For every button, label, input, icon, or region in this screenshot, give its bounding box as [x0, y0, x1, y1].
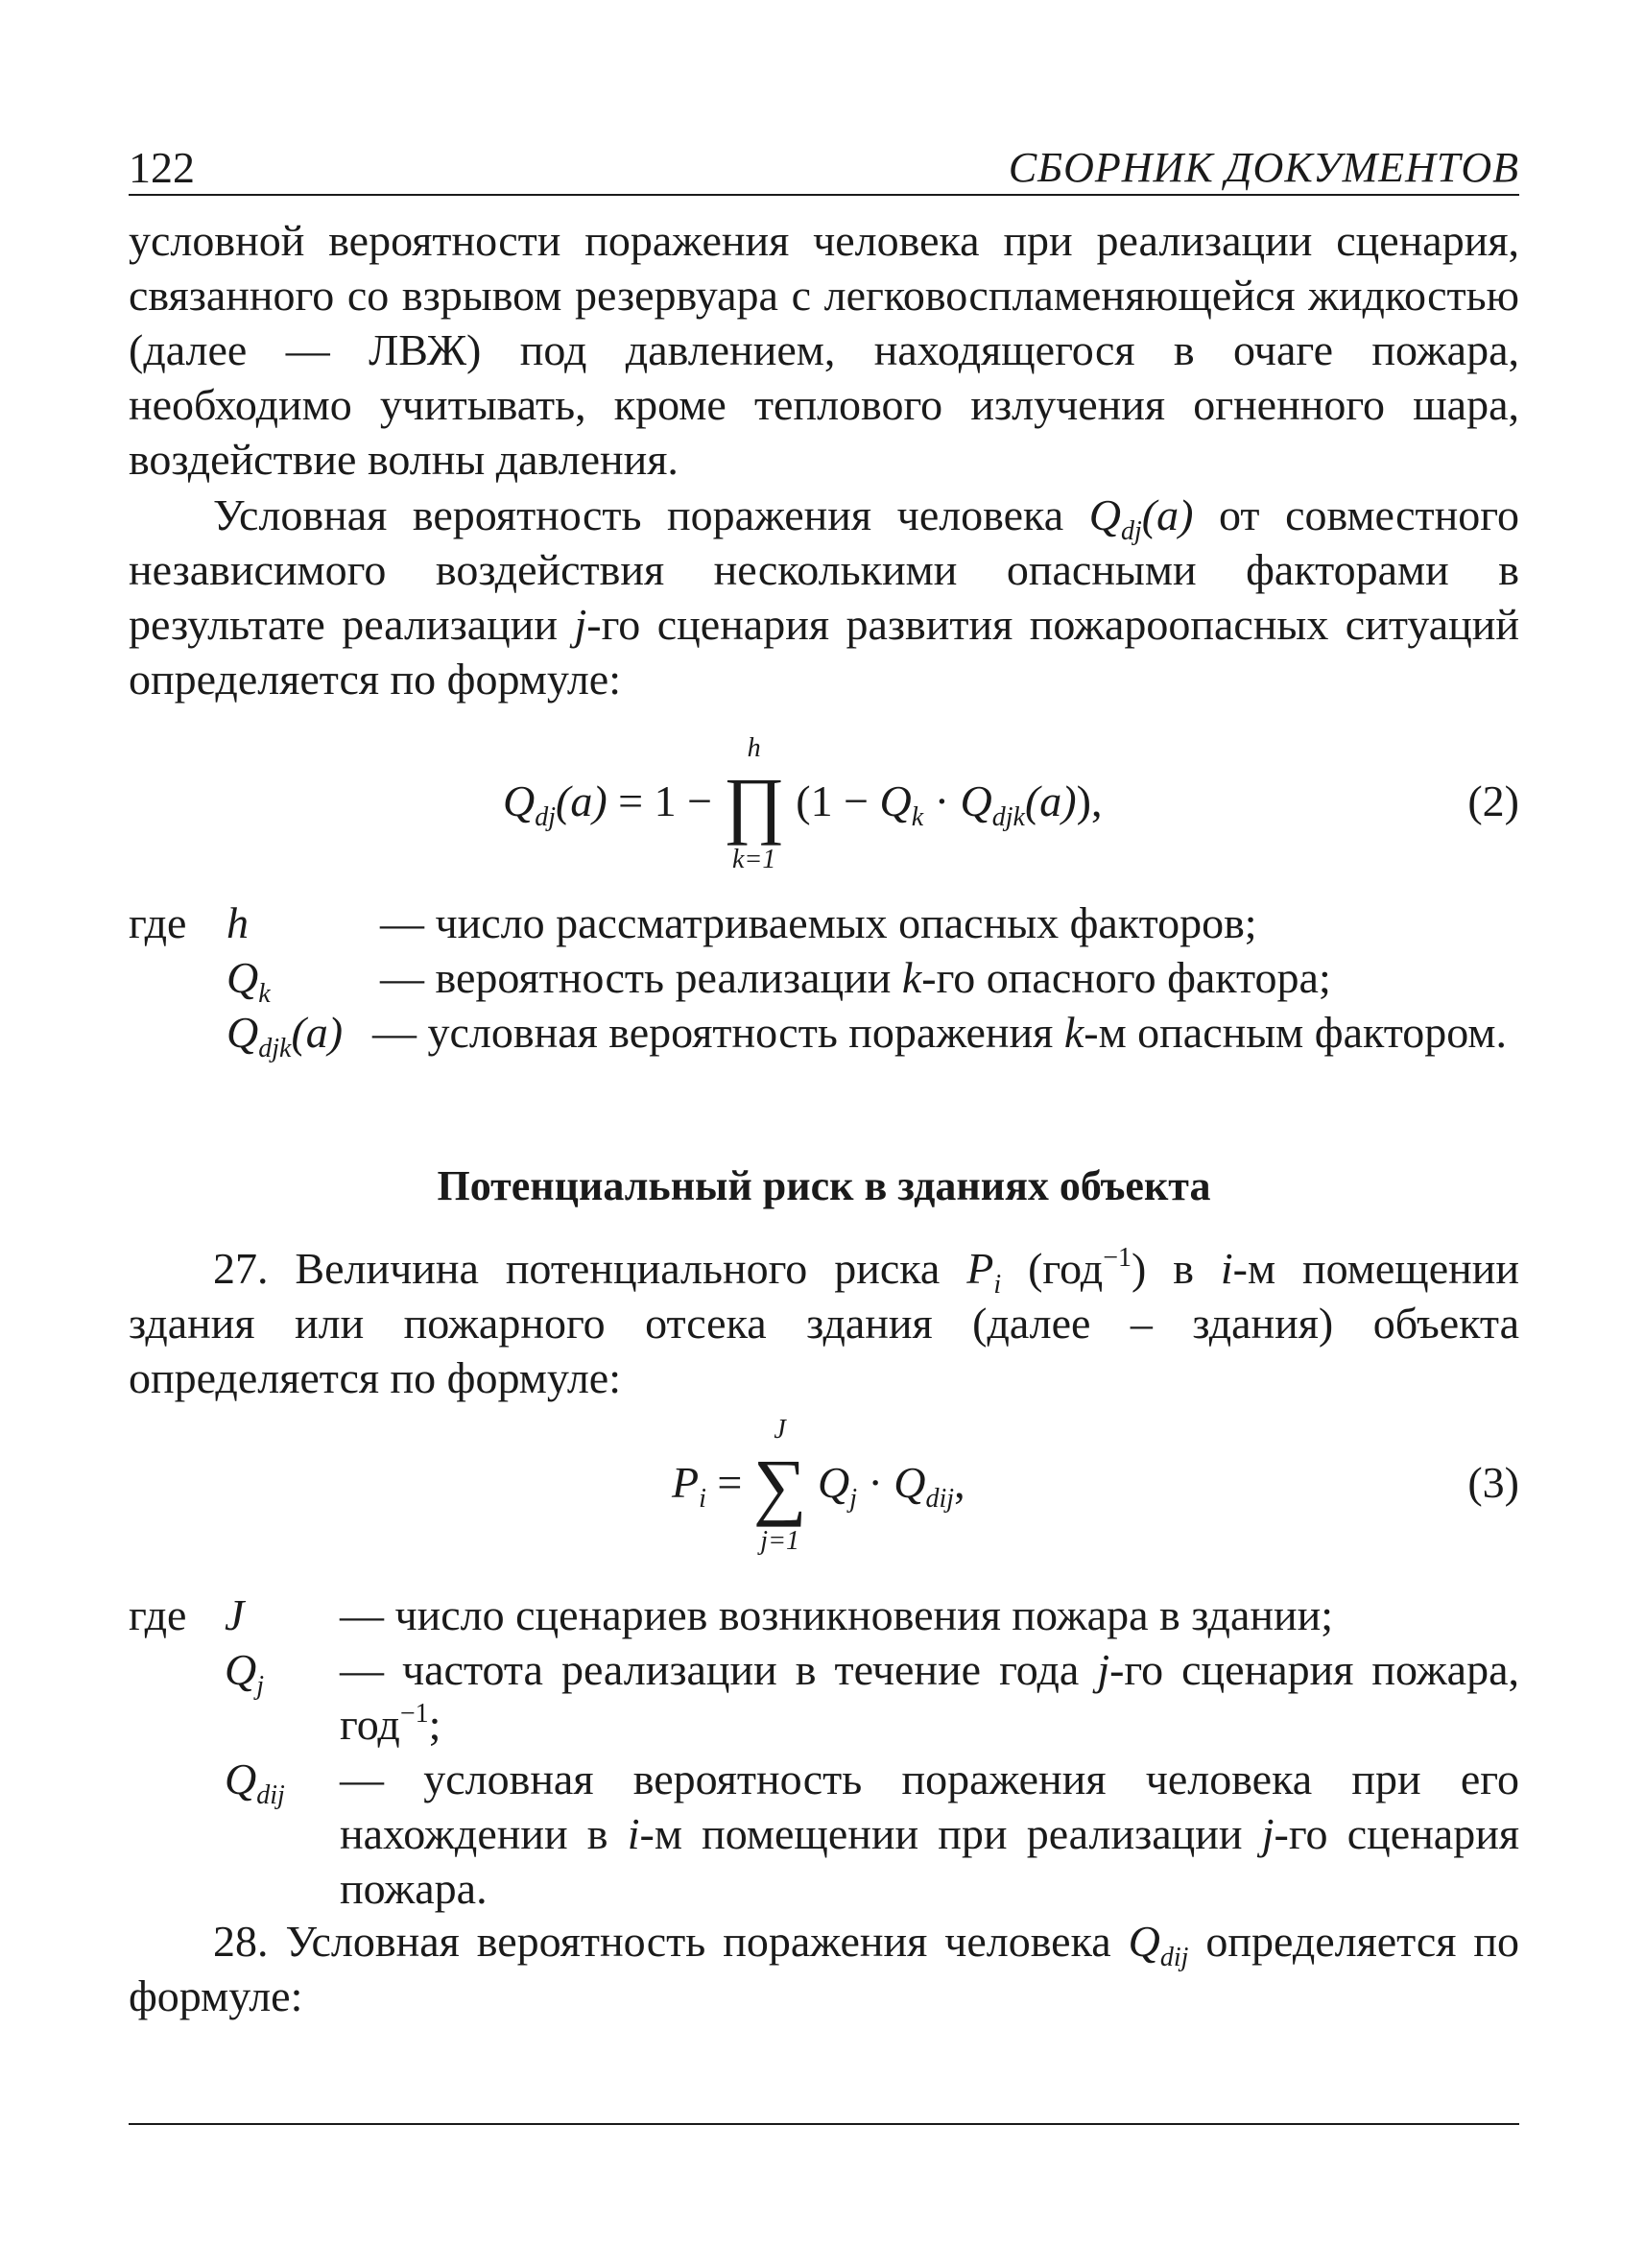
paragraph-conditional-probability: Условная вероятность поражения человека $Q_{dj}(a)$ от совместного независимого воздействия несколькими опасными факторами в результате реализации j-го сценария развития пожароопасных ситуаций определяется по формуле: [129, 490, 1519, 704]
running-header-title: СБОРНИК ДОКУМЕНТОВ [1008, 144, 1519, 191]
definitions-list-1 [129, 895, 1519, 1063]
section-heading: Потенциальный риск в зданиях объекта [437, 1162, 1211, 1209]
definition-row: где h — число рассматриваемых опасных факторов; [129, 898, 1257, 947]
definition-row: где J — число сценариев возникновения пожара в здании; [129, 1590, 1333, 1639]
formula-3 [129, 1415, 1519, 1574]
sum-operator: ∑ J j=1 [752, 1415, 807, 1556]
symbol-q: Q [1088, 490, 1121, 539]
definition-row: $Q_{dij}$ — условная вероятность поражения человека при его нахождении в i-м помещении при реализации j-го сценария пожара. [225, 1755, 1519, 1913]
equation-number-2: (2) [1467, 776, 1519, 825]
formula-2 [129, 733, 1519, 893]
formula-2-expression: $Q_{dj}(a) = 1$ − ∏ h k=1 $(1 - Q_k \cdot Q_{djk}(a))$, [503, 733, 1103, 874]
definition-row: $Q_j$ — частота реализации в течение года j-го сценария пожара, год$^{-1}$; [225, 1645, 1519, 1749]
formula-3-expression: $P_i$ = ∑ J j=1 $Q_j \cdot Q_{dij}$, [672, 1415, 965, 1556]
paragraph-27: 27. Величина потенциального риска $P_i$ (год$^{-1}$) в i-м помещении здания или пожарного отсека здания (далее – здания) объекта определяется по формуле: [129, 1243, 1519, 1402]
product-lower-limit: k=1 [731, 845, 776, 874]
sum-lower-limit: j=1 [760, 1526, 799, 1556]
product-upper-limit: h [747, 733, 761, 763]
header-rule [129, 194, 1519, 196]
definition-row: $Q_{djk}(a)$ — условная вероятность поражения k-м опасным фактором. [226, 1008, 1507, 1063]
paragraph-text: условной вероятности поражения человека при реализации сценария, связанного со взрывом резервуара с легковоспламеняющейся жидкостью (далее — ЛВЖ) под давлением, находящегося в очаге пожара, необходимо учитывать, кроме теплового излучения огненного шара, воздействие волны давления. [129, 216, 1519, 484]
footer-rule [129, 2123, 1519, 2125]
page-number: 122 [129, 143, 195, 192]
paragraph-continuation [129, 213, 1519, 487]
equation-number-3: (3) [1467, 1458, 1519, 1507]
definitions-list-2 [129, 1588, 1519, 1916]
paragraph-28: 28. Условная вероятность поражения человека $Q_{dij}$ определяется по формуле: [129, 1917, 1519, 2020]
definition-row: $Q_k$ — вероятность реализации k-го опасного фактора; [226, 953, 1331, 1009]
sum-upper-limit: J [774, 1415, 786, 1444]
product-operator: ∏ h k=1 [723, 733, 785, 874]
